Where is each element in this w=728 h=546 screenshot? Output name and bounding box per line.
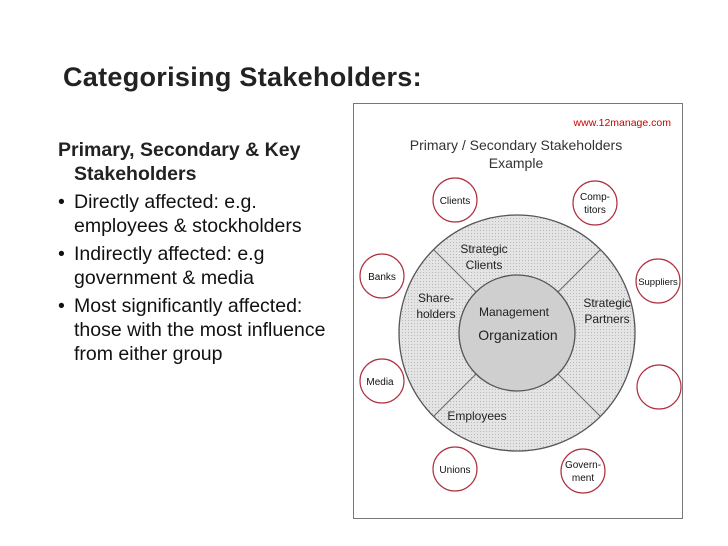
empty-circle	[637, 365, 681, 409]
bullet-icon: •	[58, 243, 65, 265]
diagram-svg	[354, 104, 682, 518]
media-label: Media	[366, 377, 394, 388]
government-circle	[561, 449, 605, 493]
bullet-list	[58, 190, 348, 366]
government-label-line2: ment	[571, 473, 595, 484]
suppliers-label: Suppliers	[638, 277, 678, 288]
text-panel	[58, 138, 348, 370]
segment-employees: Employees	[447, 409, 507, 423]
bullet-text: Indirectly affected: e.g government & media	[74, 243, 265, 289]
competitors-label-line2: titors	[584, 205, 606, 216]
banks-label: Banks	[368, 272, 396, 283]
bullet-icon: •	[58, 295, 65, 317]
bullet-text: Most significantly affected: those with the most influence from either group	[74, 295, 326, 365]
segment-strategic-partners: Strategic	[583, 296, 631, 310]
unions-label: Unions	[439, 465, 471, 476]
segment-strategic-clients-line2: Clients	[465, 258, 503, 272]
figure-title: Primary / Secondary Stakeholders	[409, 137, 623, 153]
segment-strategic-clients: Strategic	[460, 242, 508, 256]
core-label: Management	[478, 305, 550, 319]
competitors-circle	[573, 181, 617, 225]
government-label: Govern-	[564, 460, 602, 471]
competitors-label: Comp-	[579, 192, 611, 203]
bullet-text: Directly affected: e.g. employees & stockholders	[74, 191, 302, 237]
bullet-icon: •	[58, 191, 65, 213]
segment-shareholders-line2: holders	[416, 307, 456, 321]
segment-shareholders: Share-	[417, 291, 455, 305]
figure-subtitle: Example	[488, 155, 544, 171]
subheading: Primary, Secondary & Key Stakeholders	[58, 139, 301, 185]
source-url: www.12manage.com	[573, 117, 671, 129]
bullet-item	[58, 190, 348, 238]
stakeholder-diagram	[353, 103, 683, 519]
clients-label: Clients	[439, 196, 471, 207]
core-sublabel: Organization	[478, 327, 558, 343]
bullet-item	[58, 294, 348, 366]
bullet-item	[58, 242, 348, 290]
slide-title: Categorising Stakeholders:	[63, 62, 422, 92]
segment-strategic-partners-line2: Partners	[584, 312, 630, 326]
